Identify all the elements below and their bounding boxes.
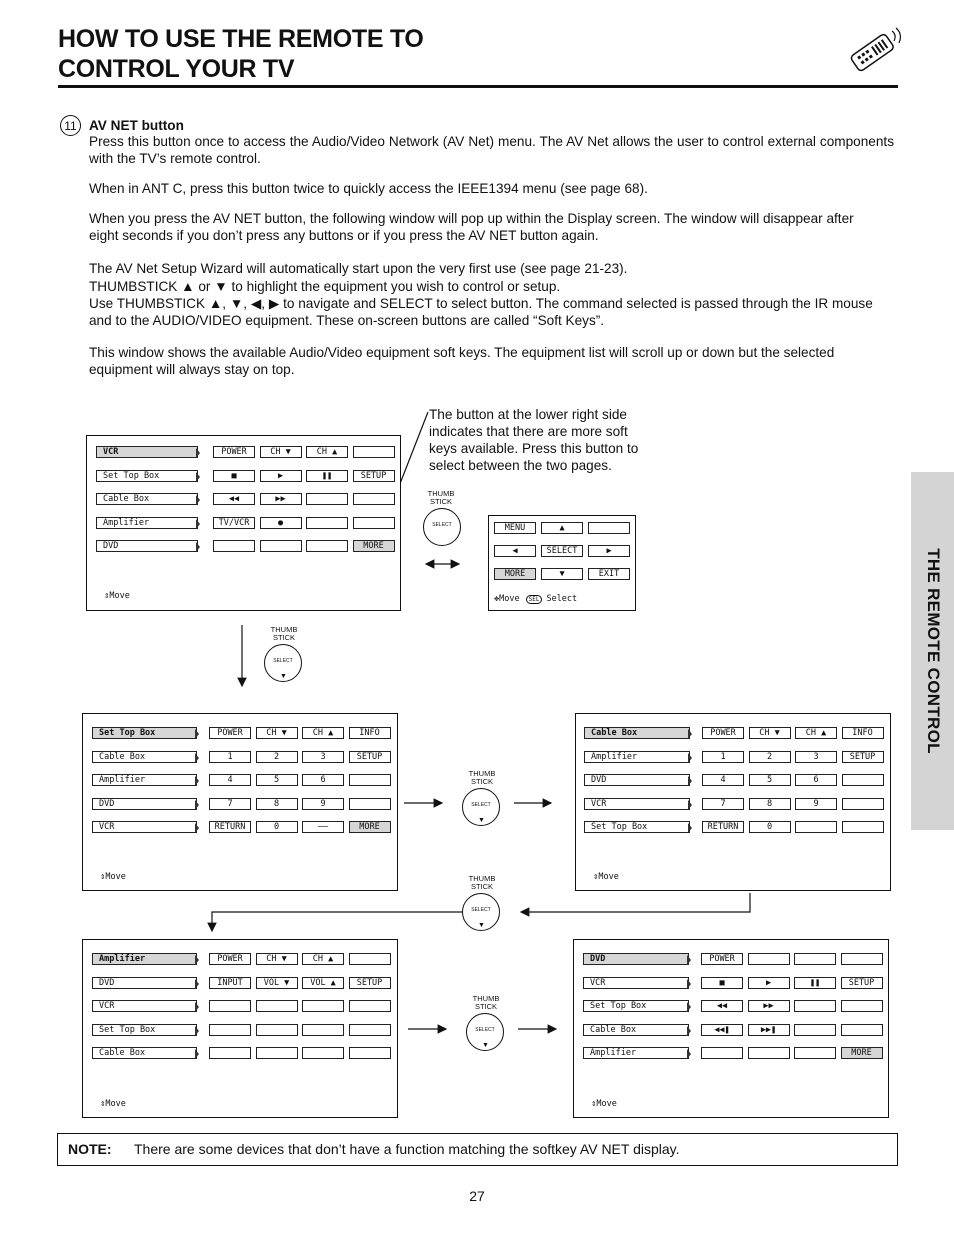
soft-key-button[interactable]: 0 (749, 821, 791, 833)
soft-key-button[interactable]: SETUP (349, 751, 391, 763)
soft-key-button[interactable]: ❚❚ (794, 977, 836, 989)
soft-key-button[interactable] (302, 1047, 344, 1059)
soft-key-button[interactable]: 2 (749, 751, 791, 763)
equipment-item[interactable]: Set Top Box (584, 821, 690, 833)
soft-key-button[interactable]: CH ▲ (306, 446, 348, 458)
soft-key-button[interactable]: ❚❚ (306, 470, 348, 482)
av-net-screen-vcr (86, 435, 401, 611)
soft-key-button[interactable]: 8 (749, 798, 791, 810)
soft-key-button[interactable]: ▲ (541, 522, 583, 534)
soft-key-button[interactable]: 9 (795, 798, 837, 810)
soft-key-button[interactable] (841, 1024, 883, 1036)
equipment-item[interactable]: Cable Box (92, 751, 197, 763)
equipment-item[interactable]: Amplifier (92, 953, 197, 965)
soft-key-button[interactable]: ◀ (494, 545, 536, 557)
soft-key-button[interactable]: ■ (701, 977, 743, 989)
thumbstick-label: THUMB STICK (472, 994, 500, 1011)
soft-key-button[interactable]: POWER (213, 446, 255, 458)
soft-key-button[interactable]: ▶▶ (748, 1000, 790, 1012)
soft-key-button[interactable]: INFO (349, 727, 391, 739)
equipment-item[interactable]: Cable Box (92, 1047, 197, 1059)
navigate-arrows-icon: ⇕ (104, 591, 110, 601)
move-hint (100, 1099, 126, 1109)
soft-key-button[interactable] (213, 540, 255, 552)
soft-key-button[interactable] (302, 1024, 344, 1036)
equipment-item[interactable]: Set Top Box (96, 470, 198, 482)
soft-key-button[interactable] (349, 774, 391, 786)
page-number: 27 (469, 1188, 485, 1204)
soft-key-button[interactable] (842, 821, 884, 833)
soft-key-button[interactable]: CH ▼ (256, 953, 298, 965)
paragraph-4b: THUMBSTICK ▲ or ▼ to highlight the equipment you wish to control or setup. (89, 279, 561, 294)
soft-key-button[interactable] (260, 540, 302, 552)
note-label: NOTE: (68, 1141, 112, 1157)
soft-key-button[interactable]: INFO (842, 727, 884, 739)
av-net-screen-set-top-box (82, 713, 398, 891)
navigate-arrows-icon: ✥ (494, 594, 500, 604)
soft-key-button[interactable] (256, 1047, 298, 1059)
soft-key-button[interactable]: 4 (702, 774, 744, 786)
soft-key-button[interactable]: MENU (494, 522, 536, 534)
equipment-item[interactable]: VCR (92, 821, 197, 833)
section-heading: AV NET button (89, 118, 184, 133)
soft-key-button[interactable] (353, 446, 395, 458)
equipment-item[interactable]: VCR (583, 977, 689, 989)
soft-key-button[interactable]: ◀◀ (701, 1000, 743, 1012)
equipment-item[interactable]: DVD (584, 774, 690, 786)
thumbstick-icon: SELECT (423, 508, 461, 546)
soft-key-button[interactable]: 7 (209, 798, 251, 810)
soft-key-button[interactable]: RETURN (702, 821, 744, 833)
soft-key-button[interactable]: POWER (701, 953, 743, 965)
move-select-hint (494, 594, 577, 604)
soft-key-button[interactable] (209, 1047, 251, 1059)
soft-key-button[interactable] (349, 1047, 391, 1059)
soft-key-button[interactable] (748, 953, 790, 965)
navigate-arrows-icon: ⇕ (100, 872, 106, 882)
note-box (57, 1133, 898, 1166)
navigate-arrows-icon: ⇕ (591, 1099, 597, 1109)
soft-key-button[interactable]: INPUT (209, 977, 251, 989)
move-hint (591, 1099, 617, 1109)
move-label: Move (499, 594, 520, 604)
soft-key-button[interactable]: CH ▲ (795, 727, 837, 739)
navigate-arrows-icon: ⇕ (100, 1099, 106, 1109)
soft-key-button[interactable] (794, 1000, 836, 1012)
soft-key-button[interactable] (349, 798, 391, 810)
av-net-screen-amplifier (82, 939, 398, 1118)
soft-key-button[interactable] (209, 1024, 251, 1036)
side-tab-label: THE REMOTE CONTROL (923, 548, 943, 754)
soft-key-button[interactable]: ● (260, 517, 302, 529)
soft-key-button[interactable]: MORE (349, 821, 391, 833)
move-label: Move (596, 1099, 617, 1109)
soft-key-button[interactable] (842, 774, 884, 786)
soft-key-button[interactable]: SETUP (353, 470, 395, 482)
soft-key-button[interactable] (794, 953, 836, 965)
soft-key-button[interactable]: ■ (213, 470, 255, 482)
soft-key-button[interactable] (349, 1000, 391, 1012)
equipment-item[interactable]: Cable Box (584, 727, 690, 739)
soft-key-button[interactable]: MORE (494, 568, 536, 580)
equipment-item[interactable]: DVD (92, 798, 197, 810)
equipment-item[interactable]: VCR (584, 798, 690, 810)
equipment-item[interactable]: VCR (92, 1000, 197, 1012)
equipment-item[interactable]: Amplifier (92, 774, 197, 786)
soft-key-button[interactable] (841, 1000, 883, 1012)
soft-key-button[interactable] (306, 540, 348, 552)
soft-key-button[interactable]: SETUP (842, 751, 884, 763)
soft-key-button[interactable]: SETUP (841, 977, 883, 989)
equipment-item[interactable]: Set Top Box (583, 1000, 689, 1012)
equipment-item[interactable]: Cable Box (96, 493, 198, 505)
move-label: Move (109, 591, 130, 601)
soft-key-button[interactable]: ▶ (260, 470, 302, 482)
equipment-item[interactable]: Amplifier (583, 1047, 689, 1059)
soft-key-button[interactable]: MORE (353, 540, 395, 552)
title-line-2: CONTROL YOUR TV (58, 55, 295, 83)
soft-key-button[interactable]: —— (302, 821, 344, 833)
equipment-item[interactable]: Amplifier (584, 751, 690, 763)
thumbstick-label: THUMB STICK (270, 625, 298, 642)
return-line (521, 893, 750, 912)
equipment-item[interactable]: VCR (96, 446, 198, 458)
paragraph-5: This window shows the available Audio/Video equipment soft keys. The equipment list will scroll up or down but the selected equipment will always stay on top. (89, 345, 835, 377)
soft-key-button[interactable] (794, 1047, 836, 1059)
paragraph-2: When in ANT C, press this button twice to quickly access the IEEE1394 menu (see page 68). (89, 181, 648, 196)
soft-key-button[interactable] (353, 517, 395, 529)
soft-key-button[interactable]: CH ▲ (302, 953, 344, 965)
soft-key-button[interactable]: CH ▲ (302, 727, 344, 739)
select-label: Select (546, 594, 578, 604)
soft-key-button[interactable]: 5 (256, 774, 298, 786)
equipment-item[interactable]: DVD (92, 977, 197, 989)
thumbstick-icon: SELECT ▼ (462, 788, 500, 826)
equipment-item[interactable]: Cable Box (583, 1024, 689, 1036)
thumbstick-5 (466, 995, 506, 1051)
soft-key-button[interactable]: ▼ (541, 568, 583, 580)
soft-key-button[interactable]: CH ▼ (749, 727, 791, 739)
soft-key-button[interactable] (349, 953, 391, 965)
soft-key-button[interactable] (701, 1047, 743, 1059)
soft-key-button[interactable] (588, 522, 630, 534)
soft-key-button[interactable]: 1 (209, 751, 251, 763)
thumbstick-icon: SELECT ▼ (462, 893, 500, 931)
soft-key-button[interactable]: TV/VCR (213, 517, 255, 529)
soft-key-button[interactable]: ◀◀❚ (701, 1024, 743, 1036)
soft-key-button[interactable]: ▶ (588, 545, 630, 557)
soft-key-button[interactable] (353, 493, 395, 505)
soft-key-button[interactable] (209, 1000, 251, 1012)
paragraph-3: When you press the AV NET button, the following window will pop up within the Display screen. The window will disappear after eight seconds if you don’t press any buttons or if you press the AV NET button again. (89, 211, 854, 243)
move-hint (593, 872, 619, 882)
soft-key-button[interactable]: 3 (302, 751, 344, 763)
soft-key-button[interactable] (841, 953, 883, 965)
soft-key-button[interactable]: CH ▼ (260, 446, 302, 458)
soft-key-button[interactable]: CH ▼ (256, 727, 298, 739)
soft-key-button[interactable]: VOL ▼ (256, 977, 298, 989)
thumbstick-4 (462, 875, 502, 931)
thumbstick-1 (423, 490, 461, 546)
av-net-screen-dvd (573, 939, 889, 1118)
soft-key-button[interactable] (842, 798, 884, 810)
soft-key-button[interactable] (795, 821, 837, 833)
soft-key-button[interactable] (302, 1000, 344, 1012)
soft-key-button[interactable]: SETUP (349, 977, 391, 989)
soft-key-button[interactable]: 9 (302, 798, 344, 810)
equipment-item[interactable]: Set Top Box (92, 1024, 197, 1036)
thumbstick-2 (264, 626, 304, 682)
thumbstick-label: THUMB STICK (468, 874, 496, 891)
soft-key-button[interactable]: 4 (209, 774, 251, 786)
soft-key-button[interactable]: 8 (256, 798, 298, 810)
move-label: Move (598, 872, 619, 882)
av-net-screen-vcr-page-2 (488, 515, 636, 611)
soft-key-button[interactable]: ▶ (748, 977, 790, 989)
soft-key-button[interactable]: POWER (209, 727, 251, 739)
note-text: There are some devices that don’t have a function matching the softkey AV NET display. (134, 1141, 680, 1157)
soft-key-button[interactable] (349, 1024, 391, 1036)
av-net-screen-cable-box (575, 713, 891, 891)
soft-key-button[interactable] (256, 1000, 298, 1012)
soft-key-button[interactable]: ◀◀ (213, 493, 255, 505)
soft-key-button[interactable] (748, 1047, 790, 1059)
paragraph-1: Press this button once to access the Audio/Video Network (AV Net) menu. The AV Net allows the user to control external components with the TV’s remote control. (89, 134, 894, 166)
more-button-callout: The button at the lower right side indicates that there are more soft keys available. Press this button to select between the two pages. (429, 407, 639, 473)
soft-key-button[interactable]: EXIT (588, 568, 630, 580)
thumbstick-3 (462, 770, 502, 826)
equipment-item[interactable]: DVD (96, 540, 198, 552)
equipment-item[interactable]: Amplifier (96, 517, 198, 529)
thumbstick-label: THUMB STICK (427, 489, 455, 506)
equipment-item[interactable]: DVD (583, 953, 689, 965)
soft-key-button[interactable]: 6 (302, 774, 344, 786)
move-hint (104, 591, 130, 601)
soft-key-button[interactable]: POWER (702, 727, 744, 739)
soft-key-button[interactable]: ▶▶ (260, 493, 302, 505)
soft-key-button[interactable]: 6 (795, 774, 837, 786)
navigate-arrows-icon: ⇕ (593, 872, 599, 882)
soft-key-button[interactable]: 7 (702, 798, 744, 810)
item-number-badge: 11 (60, 115, 81, 136)
soft-key-button[interactable]: 0 (256, 821, 298, 833)
soft-key-button[interactable]: POWER (209, 953, 251, 965)
soft-key-button[interactable] (794, 1024, 836, 1036)
thumbstick-icon: SELECT ▼ (466, 1013, 504, 1051)
move-label: Move (105, 1099, 126, 1109)
move-label: Move (105, 872, 126, 882)
soft-key-button[interactable] (306, 493, 348, 505)
soft-key-button[interactable]: 3 (795, 751, 837, 763)
equipment-item[interactable]: Set Top Box (92, 727, 197, 739)
soft-key-button[interactable]: SELECT (541, 545, 583, 557)
thumbstick-icon: SELECT ▼ (264, 644, 302, 682)
soft-key-button[interactable]: 2 (256, 751, 298, 763)
move-hint (100, 872, 126, 882)
soft-key-button[interactable]: RETURN (209, 821, 251, 833)
soft-key-button[interactable]: 1 (702, 751, 744, 763)
paragraph-4a: The AV Net Setup Wizard will automatically start upon the very first use (see page 21-23). (89, 261, 628, 276)
soft-key-button[interactable]: VOL ▲ (302, 977, 344, 989)
left-return-line (212, 912, 463, 931)
thumbstick-label: THUMB STICK (468, 769, 496, 786)
paragraph-4c: Use THUMBSTICK ▲, ▼, ◀, ▶ to navigate and SELECT to select button. The command selected is passed through the IR mouse and to the AUDIO/VIDEO equipment. These on-screen buttons are called “Soft Keys”. (89, 296, 873, 328)
soft-key-button[interactable] (256, 1024, 298, 1036)
soft-key-button[interactable]: ▶▶❚ (748, 1024, 790, 1036)
sel-badge-icon: SEL (526, 595, 543, 604)
soft-key-button[interactable] (306, 517, 348, 529)
title-line-1: HOW TO USE THE REMOTE TO (58, 25, 424, 53)
soft-key-button[interactable]: MORE (841, 1047, 883, 1059)
soft-key-button[interactable]: 5 (749, 774, 791, 786)
